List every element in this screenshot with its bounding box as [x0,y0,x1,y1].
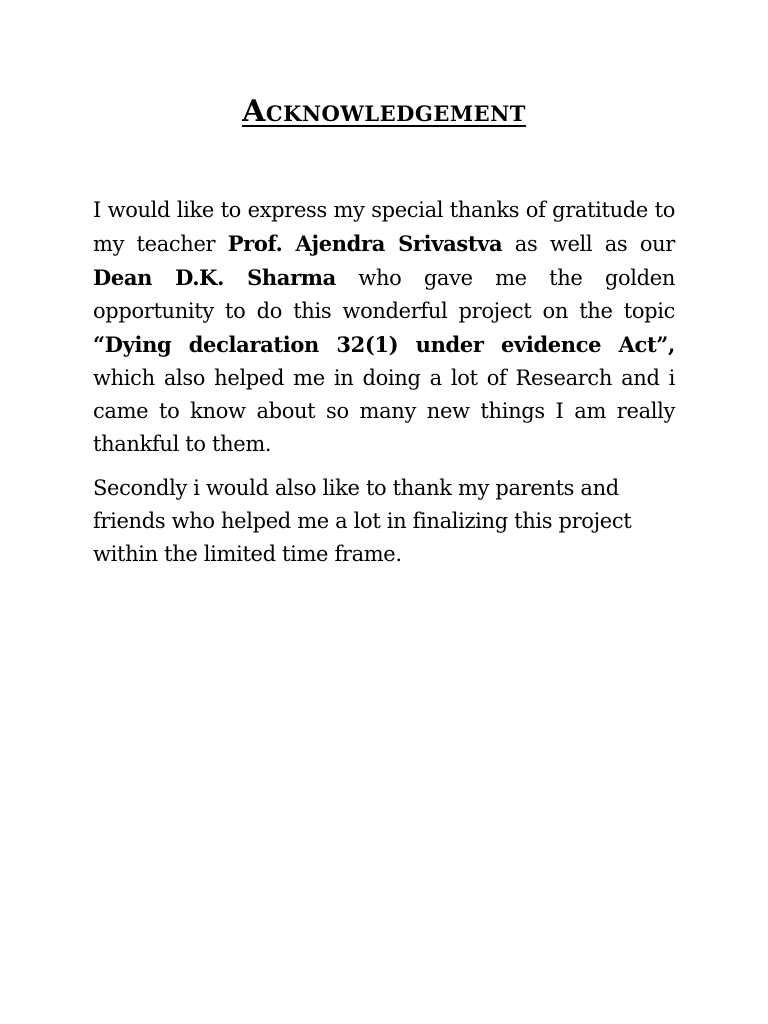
paragraph-1-text-1: I would like to express my special thanks of gratitude to my teacher [93,198,675,256]
paragraph-1-text-4: which also helped me in doing a lot of Research and i came to know about so many new things I am really thankful to them. [93,366,675,456]
page-title: Acknowledgement [242,94,526,129]
paragraph-1-text-3: who gave me the golden opportunity to do this wonderful project on the topic [93,266,676,323]
project-topic: “Dying declaration 32(1) under evidence Act”, [93,332,675,357]
paragraph-2: Secondly i would also like to thank my parents and friends who helped me a lot in finalizing this project within the limited time frame. [93,476,632,566]
teacher-name: Prof. Ajendra Srivastva [227,231,503,256]
paragraph-1-text-2: as well as our [502,232,675,256]
paragraph-1 [93,194,675,461]
acknowledgement-body [93,194,675,582]
dean-name: Dean D.K. Sharma [93,265,336,290]
